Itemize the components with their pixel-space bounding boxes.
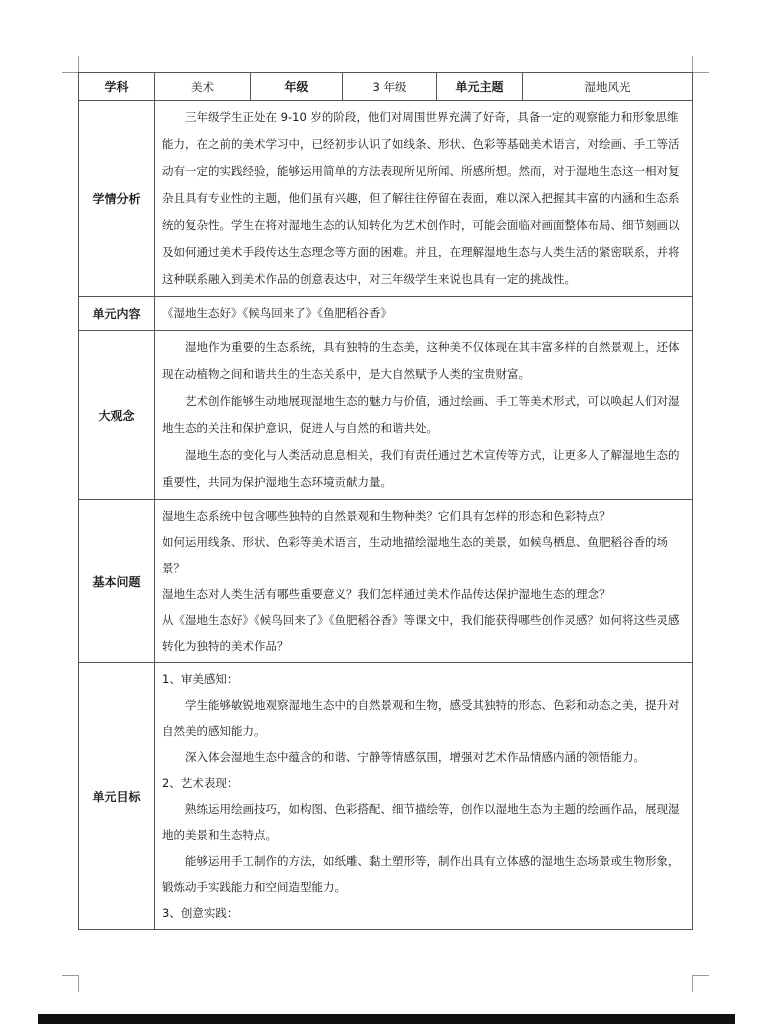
- goal-paragraph: 深入体会湿地生态中蕴含的和谐、宁静等情感氛围，增强对艺术作品情感内涵的领悟能力。: [185, 750, 645, 764]
- unit-plan-table: [78, 72, 693, 930]
- header-row: [79, 73, 693, 101]
- big-idea-paragraph: 湿地生态的变化与人类活动息息相关，我们有责任通过艺术宣传等方式，让更多人了解湿地生态的重要性，共同为保护湿地生态环境贡献力量。: [162, 448, 680, 489]
- basic-question: 从《湿地生态好》《候鸟回来了》《鱼肥稻谷香》等课文中，我们能获得哪些创作灵感？如何将这些灵感转化为独特的美术作品？: [162, 613, 680, 653]
- crop-mark-bottom-left-h: [62, 975, 79, 976]
- unit-content-text: 《湿地生态好》《候鸟回来了》《鱼肥稻谷香》: [162, 306, 392, 320]
- unit-goals-row: [79, 663, 693, 930]
- unit-goals-label: 单元目标: [79, 663, 155, 930]
- basic-questions-row: [79, 500, 693, 663]
- basic-question: 湿地生态对人类生活有哪些重要意义？我们怎样通过美术作品传达保护湿地生态的理念？: [162, 587, 611, 601]
- crop-mark-top-left-v: [78, 56, 79, 73]
- big-idea-label: 大观念: [79, 331, 155, 500]
- unit-goals-cell: [155, 663, 693, 930]
- goal-heading-creative: 3、创意实践：: [162, 906, 239, 920]
- crop-mark-top-left-h: [62, 72, 79, 73]
- unit-content-row: [79, 297, 693, 331]
- goal-heading-aesthetic: 1、审美感知：: [162, 672, 239, 686]
- big-idea-paragraph: 艺术创作能够生动地展现湿地生态的魅力与价值，通过绘画、手工等美术形式，可以唤起人们对湿地生态的关注和保护意识，促进人与自然的和谐共处。: [162, 394, 680, 435]
- learning-analysis-text: 三年级学生正处在 9-10 岁的阶段，他们对周围世界充满了好奇，具备一定的观察能力和形象思维能力，在之前的美术学习中，已经初步认识了如线条、形状、色彩等基础美术语言，对绘画、手工等活动有一定的实践经验，能够运用简单的方法表现所见所闻、所感所想。然而，对于湿地生态这一相对复杂且具有专业性的主题，他们虽有兴趣，但了解往往停留在表面，难以深入把握其丰富的内涵和生态系统的复杂性。学生在将对湿地生态的认知转化为艺术创作时，可能会面临对画面整体布局、细节刻画以及如何通过美术手段传达生态理念等方面的困难。并且，在理解湿地生态与人类生活的紧密联系，并将这种联系融入到美术作品的创意表达中，对三年级学生来说也具有一定的挑战性。: [162, 110, 680, 286]
- goal-paragraph: 熟练运用绘画技巧，如构图、色彩搭配、细节描绘等，创作以湿地生态为主题的绘画作品，展现湿地的美景和生态特点。: [162, 802, 680, 842]
- bottom-edge-bar: [38, 1014, 735, 1024]
- crop-mark-bottom-right-v: [692, 975, 693, 992]
- big-idea-paragraph: 湿地作为重要的生态系统，具有独特的生态美，这种美不仅体现在其丰富多样的自然景观上，还体现在动植物之间和谐共生的生态关系中，是大自然赋予人类的宝贵财富。: [162, 340, 680, 381]
- big-idea-cell: [155, 331, 693, 500]
- crop-mark-top-right-h: [692, 72, 709, 73]
- basic-question: 湿地生态系统中包含哪些独特的自然景观和生物种类？它们具有怎样的形态和色彩特点？: [162, 509, 611, 523]
- goal-heading-expression: 2、艺术表现：: [162, 776, 239, 790]
- subject-value: 美术: [155, 73, 251, 101]
- crop-mark-top-right-v: [692, 56, 693, 73]
- grade-label: 年级: [251, 73, 343, 101]
- grade-value: 3 年级: [343, 73, 437, 101]
- goal-paragraph: 能够运用手工制作的方法，如纸雕、黏土塑形等，制作出具有立体感的湿地生态场景或生物形象，锻炼动手实践能力和空间造型能力。: [162, 854, 680, 894]
- learning-analysis-row: [79, 101, 693, 297]
- unit-content-label: 单元内容: [79, 297, 155, 331]
- learning-analysis-label: 学情分析: [79, 101, 155, 297]
- learning-analysis-cell: [155, 101, 693, 297]
- basic-questions-cell: [155, 500, 693, 663]
- basic-questions-label: 基本问题: [79, 500, 155, 663]
- crop-mark-bottom-left-v: [78, 975, 79, 992]
- unit-theme-label: 单元主题: [437, 73, 523, 101]
- unit-content-cell: [155, 297, 693, 331]
- basic-question: 如何运用线条、形状、色彩等美术语言，生动地描绘湿地生态的美景，如候鸟栖息、鱼肥稻谷香的场景？: [162, 535, 668, 575]
- unit-theme-value: 湿地风光: [523, 73, 693, 101]
- crop-mark-bottom-right-h: [692, 975, 709, 976]
- subject-label: 学科: [79, 73, 155, 101]
- big-idea-row: [79, 331, 693, 500]
- goal-paragraph: 学生能够敏锐地观察湿地生态中的自然景观和生物，感受其独特的形态、色彩和动态之美，提升对自然美的感知能力。: [162, 698, 680, 738]
